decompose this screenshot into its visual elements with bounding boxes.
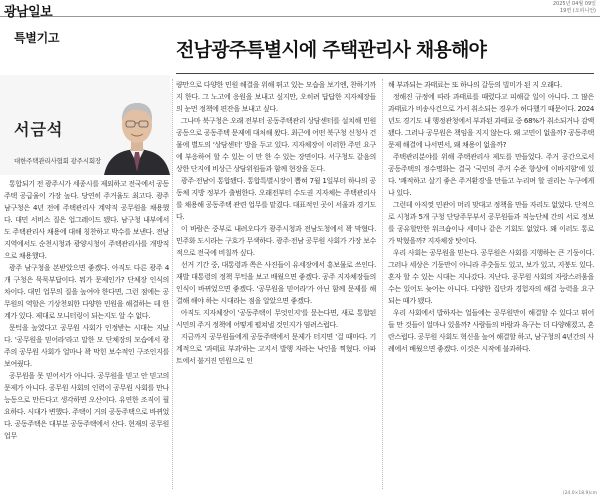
- paragraph: 이 바람은 중부로 내려오다가 광주시청과 전남도청에서 꽉 막혔다. 민주화 도시라는 구호가 무색하다. 광주·전남 공무원 사회가 가장 보수적으로 전국에 비칠까 싶다.: [176, 224, 376, 257]
- paragraph: 우리 사회는 공무원을 믿는다. 공무원은 사회를 지행하는 큰 기둥이다. 그러나 세상은 기둥만이 아니라 주춧돌도 있고, 보가 있고, 지붕도 있다. 혼자 할 수 있는 시대는 지나갔다. 지난다. 공무원 사회의 자랑스러움을 수는 있어도 늦어는 아니다. 다양한 집단과 경험자의 해결 능력을 요구되는 때가 됐다.: [388, 248, 594, 305]
- article-column-3: [388, 79, 594, 491]
- author-portrait: [102, 92, 172, 175]
- column-separator: [172, 79, 173, 489]
- paragraph: 광주·전남이 통합됐다. 통합특별시장이 뽑혀 7월 1일부터 하나의 공동체 지방 정부가 출범한다. 오래전부터 수도권 지자체는 주택관리사를 채용해 공동주택 관련 업무를 맡겼다. 대표적인 곳이 서울과 경기도다.: [176, 176, 376, 221]
- paragraph: 그나마 북구청은 오래 전부터 공동주택관리 상담센터를 설치해 민원 공동으로 공동주택 문제에 대처해 왔다. 최근에 어떤 북구청 신청사 건물에 별도의 '상담센터' 방을 두고 있다. 지자체장이 이러한 주민 요구에 부응하여 할 수 있는 이 만 한 수 있는 장면이다. 서구청도 같음의 상한 단지에 비상근 상담위원들과 함께 현장을 돈다.: [176, 116, 376, 173]
- author-name: 서금석: [14, 120, 64, 139]
- paragraph: 지금까지 공무원들에게 공동주택에서 문제가 터지면 '걸 때마다. 기계적으로 '과태료 부과'하는 고지서 발행 자라는 낙인을 찍혔다. 아파트에서 불거진 민원으로 인: [176, 332, 376, 365]
- paragraph: 공무원을 못 믿어서가 아니다. 공무원을 믿고 안 믿고의 문제가 아니다. 공무원 사회의 인력이 공무원 사회를 만나 능동으로 만든다고 생각하면 오산이다. 유연한 조직이 필요하다. 시대가 변했다. 주택이 거의 공동주택으로 바뀌었다. 공동주택은 대부분 공동주택에서 산다. 현재의 공무원 업무: [4, 371, 169, 440]
- column-separator: [382, 79, 383, 489]
- paper-name: 광남일보: [4, 5, 53, 20]
- paragraph: 아직도 지자체장이 '공동주택이 무엇인지'를 묻는다면, 새로 통합된 시민의 주거 정책에 어떻게 펼쳐낼 것인지가 염려스럽다.: [176, 308, 376, 329]
- paragraph: 문턱을 높였다고 공무원 사회가 인정받는 시대는 지났다. '공무원을 믿어라'라고 말한 모 단체장의 모습에서 광주의 공무원 사회가 얼마나 꽉 막힌 보수적인 구조인지를 보여줬다.: [4, 323, 169, 368]
- paragraph: 정해진 규정에 따라 과태료를 때렸다고 피해갈 일이 아니다. 그 많은 과태료가 비송사건으로 가서 취소되는 경우가 허다했기 때문이다. 2024년도 경기도 내 행정관청에서 부과된 과태료 중 68%가 취소되거나 감액됐다. 그러나 공무원은 책임을 지지 않는다. 왜 고민이 없을까? 공동주택 문제 해결에 나서면서, 왜 채용이 없을까?: [388, 92, 594, 149]
- paragraph: 통합되기 전 광주시가 세종시를 제외하고 전국에서 공동주택 공급율이 가장 높다. 당연히 주거율도 최고다. 광주 남구청은 4년 전에 주택관리사 계약직 공무원을 채용했다. 대민 서비스 질은 업그레이드 됐다. 남구청 내부에서도 주택관리사 채용에 대해 칭찬하고 박수를 보낸다. 전남지역에서도 순천시청과 광양시청이 주택관리사를 개방직으로 채용했다.: [4, 179, 169, 260]
- masthead: [0, 0, 600, 20]
- date-line: 2025년 04월 09일: [552, 1, 596, 7]
- paragraph: 해 부과되는 과태료는 또 하나의 갈등의 빌미가 된 지 오래다.: [388, 80, 562, 89]
- author-title: 대한주택관리사협회 광주시회장: [14, 157, 101, 165]
- headline-rule: [176, 73, 594, 74]
- paragraph: 우리 사회에서 밥하자는 얼들에는 공무원만이 해결할 수 있다고 뛰어들 만 것들이 얼마나 있을까? 사람들의 바람과 욕구는 더 다양해졌고, 혼란스럽다. 공무원 사회도 혁신을 높여 해결할 하고, 남구청의 4년간의 사례에서 배웠으면 좋겠다. 이것은 시작에 불과하다.: [388, 308, 594, 353]
- article-column-1: [4, 178, 169, 490]
- headline: 전남광주특별시에 주택관리사 채용해야: [176, 39, 487, 61]
- page-line: 19면 (오피니언): [559, 7, 596, 14]
- paragraph: 그런데 아직껏 민관이 머리 맞대고 정책을 만들 자리도 없었다. 단적으로 시청과 5개 구청 단당주무부서 공무원들과 직능단체 간의 서로 정보를 공유할만한 워크숍이나 세미나 같은 기회도 없었다. 왜 이러도 통로가 막혔을까? 지자체장 탓이다.: [388, 200, 594, 245]
- paragraph: 선거 기간 중, 대통령과 쪽은 사진들이 유세장에서 흥보물로 쓰인다. 재발 대통령의 정책 무턱을 보고 배웠으면 좋겠다. 공주 지자체장들의 인식이 바뀌었으면 좋겠다. '공무원을 믿어라'가 아닌 함께 문제를 해결해 해야 하는 시대라는 점을 알았으면 좋겠다.: [176, 260, 376, 305]
- section-label: 특별기고: [14, 31, 60, 45]
- paragraph: 광주 남구청을 본받았으면 좋겠다. 아직도 다른 광주 4개 구청은 묵묵부답이다. 뭐가 문제인가? 단체장 인식의 차이다. 대민 업무의 질을 높여야 한다면, 그런 점에는 공무원의 역할은 기상천외한 다양한 민원을 해결하는 데 한계가 있다. 제대로 모니터링이 되는지도 알 수 없다.: [4, 263, 169, 320]
- article-column-2: [176, 79, 376, 491]
- paragraph: 주택관리분야를 위해 주택관리사 제도를 만들었다. 주거 공간으로서 공동주택의 정수명화는 결국 '국민의 주거 수준 향상에 이바지함'에 있다. '쾌적하고 살기 좋은 주거환경'을 만들고 누리며 할 권리는 누구에게나 있다.: [388, 152, 594, 197]
- issue-info: [553, 1, 596, 14]
- paragraph: 량만으로 다양한 민원 해결을 위해 뛰고 있는 모습을 보기엔, 찬하기까지 한다. 그 노고에 응원을 보내고 싶지만, 오히려 답답한 지자체장들의 눈먼 정책에 편잔을 보내고 싶다.: [176, 80, 376, 113]
- size-credit: (24.0×18.9)cm: [562, 491, 597, 496]
